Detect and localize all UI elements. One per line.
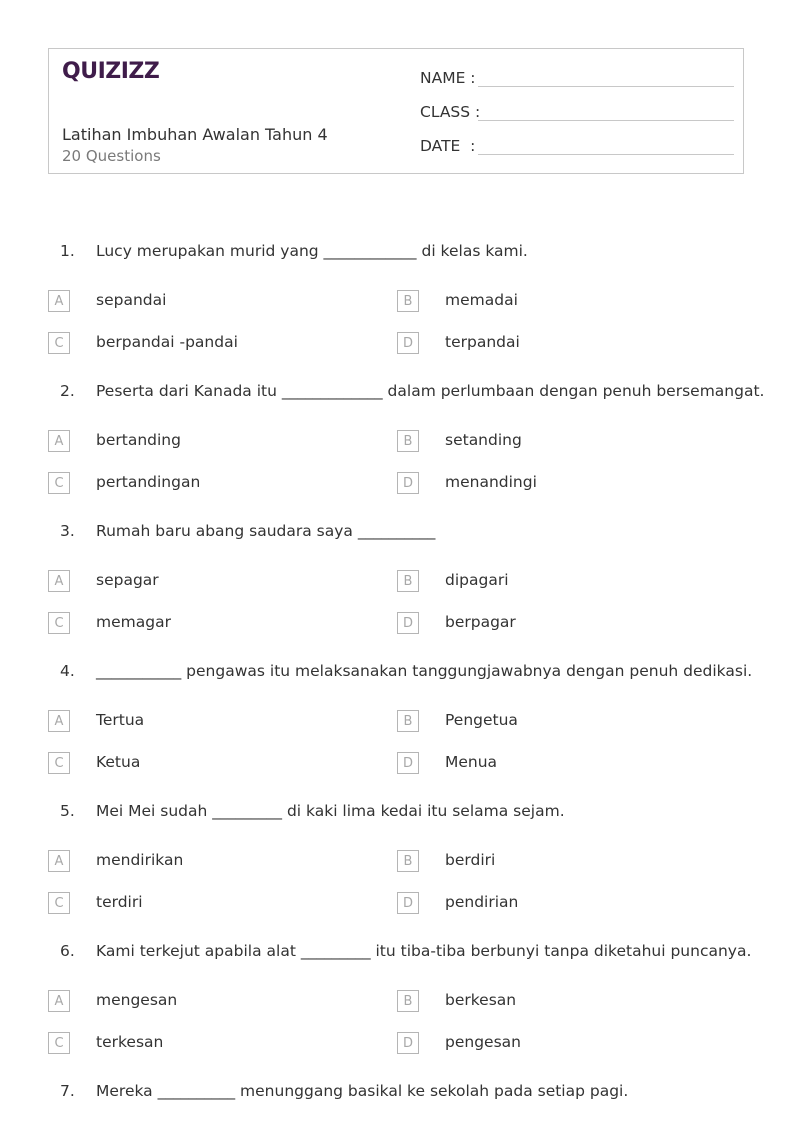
question-number: 3. <box>60 522 75 540</box>
option-c-box[interactable]: C <box>48 752 70 774</box>
question-number: 4. <box>60 662 75 680</box>
option-b-box[interactable]: B <box>397 290 419 312</box>
option-c-box[interactable]: C <box>48 1032 70 1054</box>
option-d-text: pengesan <box>445 1033 521 1051</box>
option-d-box[interactable]: D <box>397 332 419 354</box>
date-line[interactable] <box>478 138 734 155</box>
question-number: 1. <box>60 242 75 260</box>
name-field[interactable] <box>420 69 734 87</box>
option-d-text: berpagar <box>445 613 516 631</box>
question-text: Rumah baru abang saudara saya __________ <box>96 522 436 540</box>
option-d-text: menandingi <box>445 473 537 491</box>
question-text: Peserta dari Kanada itu _____________ dalam perlumbaan dengan penuh bersemangat. <box>96 382 765 400</box>
option-c-box[interactable]: C <box>48 472 70 494</box>
question-text: Mei Mei sudah _________ di kaki lima kedai itu selama sejam. <box>96 802 565 820</box>
option-c-text: memagar <box>96 613 171 631</box>
option-b-text: Pengetua <box>445 711 518 729</box>
option-a-text: Tertua <box>96 711 145 729</box>
question-text: Kami terkejut apabila alat _________ itu tiba-tiba berbunyi tanpa diketahui puncanya. <box>96 942 752 960</box>
worksheet-header <box>48 48 744 174</box>
option-b-box[interactable]: B <box>397 570 419 592</box>
option-d-box[interactable]: D <box>397 752 419 774</box>
option-d-box[interactable]: D <box>397 612 419 634</box>
option-d-text: pendirian <box>445 893 519 911</box>
option-c-box[interactable]: C <box>48 612 70 634</box>
option-a-text: sepagar <box>96 571 159 589</box>
name-line[interactable] <box>478 70 734 87</box>
date-field[interactable] <box>420 137 734 155</box>
option-c-text: pertandingan <box>96 473 201 491</box>
option-a-box[interactable]: A <box>48 430 70 452</box>
option-b-text: berkesan <box>445 991 517 1009</box>
date-label: DATE : <box>420 137 476 155</box>
name-label: NAME : <box>420 69 476 87</box>
option-a-box[interactable]: A <box>48 850 70 872</box>
option-d-box[interactable]: D <box>397 892 419 914</box>
option-c-text: berpandai -pandai <box>96 333 238 351</box>
option-b-box[interactable]: B <box>397 710 419 732</box>
question-text: ___________ pengawas itu melaksanakan tanggungjawabnya dengan penuh dedikasi. <box>96 662 753 680</box>
question-text: Mereka __________ menunggang basikal ke sekolah pada setiap pagi. <box>96 1082 629 1100</box>
class-label: CLASS : <box>420 103 481 121</box>
question-count: 20 Questions <box>62 147 161 165</box>
option-b-text: memadai <box>445 291 518 309</box>
option-a-box[interactable]: A <box>48 710 70 732</box>
option-d-box[interactable]: D <box>397 472 419 494</box>
option-d-box[interactable]: D <box>397 1032 419 1054</box>
question-number: 7. <box>60 1082 75 1100</box>
option-a-box[interactable]: A <box>48 290 70 312</box>
worksheet-title: Latihan Imbuhan Awalan Tahun 4 <box>62 125 328 144</box>
option-b-box[interactable]: B <box>397 990 419 1012</box>
class-field[interactable] <box>420 103 734 121</box>
question-text: Lucy merupakan murid yang ____________ di kelas kami. <box>96 242 528 260</box>
option-c-text: Ketua <box>96 753 141 771</box>
quizizz-logo: QUIZIZZ <box>62 59 160 84</box>
question-number: 5. <box>60 802 75 820</box>
option-d-text: terpandai <box>445 333 520 351</box>
option-c-text: terkesan <box>96 1033 164 1051</box>
option-a-text: bertanding <box>96 431 181 449</box>
option-c-text: terdiri <box>96 893 143 911</box>
option-d-text: Menua <box>445 753 498 771</box>
option-a-text: mendirikan <box>96 851 184 869</box>
option-a-text: mengesan <box>96 991 178 1009</box>
question-number: 6. <box>60 942 75 960</box>
option-c-box[interactable]: C <box>48 892 70 914</box>
option-b-text: dipagari <box>445 571 509 589</box>
option-a-box[interactable]: A <box>48 990 70 1012</box>
option-a-text: sepandai <box>96 291 167 309</box>
option-b-box[interactable]: B <box>397 430 419 452</box>
question-number: 2. <box>60 382 75 400</box>
option-c-box[interactable]: C <box>48 332 70 354</box>
option-a-box[interactable]: A <box>48 570 70 592</box>
option-b-text: setanding <box>445 431 522 449</box>
class-line[interactable] <box>478 104 734 121</box>
option-b-box[interactable]: B <box>397 850 419 872</box>
option-b-text: berdiri <box>445 851 496 869</box>
